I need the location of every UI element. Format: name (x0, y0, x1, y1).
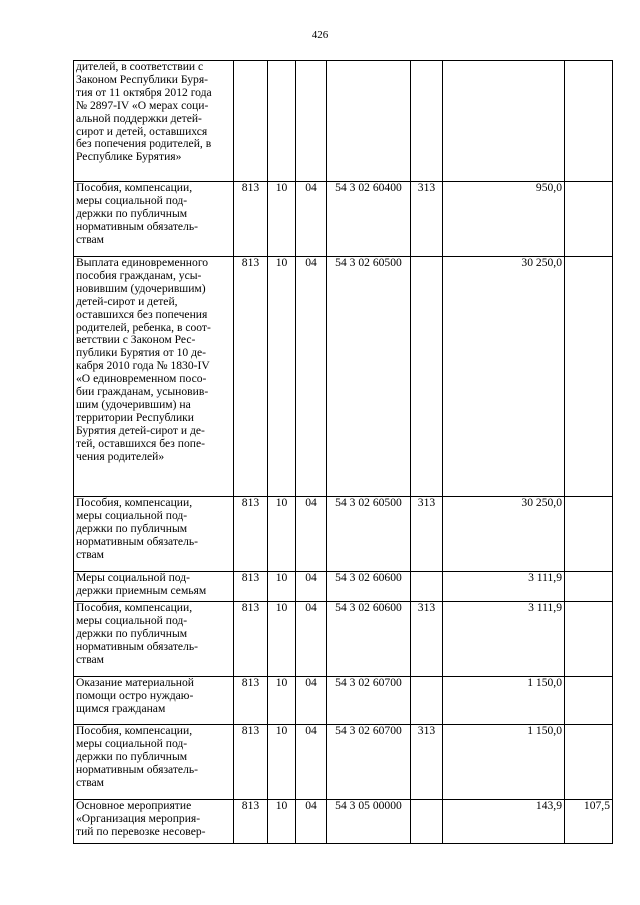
section-cell: 10 (268, 497, 296, 572)
expense-type-cell (411, 257, 443, 497)
ministry-cell: 813 (234, 800, 268, 844)
subsection-cell: 04 (296, 677, 327, 725)
target-code-cell: 54 3 02 60400 (327, 182, 411, 257)
ministry-cell: 813 (234, 182, 268, 257)
name-line: держки по публичным (76, 626, 188, 640)
name-line: Оказание материальной (76, 676, 194, 689)
section-cell: 10 (268, 800, 296, 844)
name-line: нормативным обязатель- (76, 639, 199, 653)
name-line: нормативным обязатель- (76, 534, 199, 548)
subsection-cell: 04 (296, 257, 327, 497)
ministry-cell (234, 61, 268, 182)
name-line: держки приемным семьям (76, 583, 207, 597)
row-name-cell (74, 572, 234, 602)
target-code-cell: 54 3 05 00000 (327, 800, 411, 844)
expense-type-cell (411, 61, 443, 182)
subsection-cell (296, 61, 327, 182)
name-line: «О единовременном посо- (76, 372, 207, 386)
name-line: пособия гражданам, усы- (76, 268, 202, 282)
name-line: шим (удочерившим) на (76, 397, 191, 411)
name-line: тий по перевозке несовер- (76, 824, 206, 838)
name-line: сирот и детей, оставшихся (76, 124, 208, 138)
table-row (74, 61, 613, 182)
name-line: меры социальной под- (76, 736, 188, 750)
name-line: дителей, в соответствии с (76, 60, 204, 73)
row-name-cell (74, 497, 234, 572)
name-line: тия от 11 октября 2012 года (76, 85, 212, 99)
name-line: оставшихся без попечения (76, 307, 208, 321)
amount2-cell (565, 257, 613, 497)
name-line: ствам (76, 547, 105, 561)
target-code-cell: 54 3 02 60700 (327, 677, 411, 725)
row-name-cell (74, 677, 234, 725)
name-line: меры социальной под- (76, 193, 188, 207)
name-line: № 2897-IV «О мерах соци- (76, 98, 209, 112)
name-line: Законом Республики Буря- (76, 72, 209, 86)
subsection-cell: 04 (296, 725, 327, 800)
amount2-cell (565, 182, 613, 257)
ministry-cell: 813 (234, 677, 268, 725)
name-line: чения родителей» (76, 449, 165, 463)
name-line: Пособия, компенсации, (76, 496, 193, 509)
section-cell: 10 (268, 257, 296, 497)
row-name-cell (74, 257, 234, 497)
name-line: Меры социальной под- (76, 571, 190, 584)
subsection-cell: 04 (296, 182, 327, 257)
table-row (74, 182, 613, 257)
section-cell (268, 61, 296, 182)
ministry-cell: 813 (234, 572, 268, 602)
amount-cell: 30 250,0 (443, 497, 565, 572)
name-line: Пособия, компенсации, (76, 601, 193, 614)
amount-cell: 30 250,0 (443, 257, 565, 497)
amount-cell: 143,9 (443, 800, 565, 844)
amount-cell: 3 111,9 (443, 602, 565, 677)
row-name-cell (74, 182, 234, 257)
name-line: ствам (76, 232, 105, 246)
amount-cell: 1 150,0 (443, 725, 565, 800)
name-line: щимся гражданам (76, 701, 166, 715)
ministry-cell: 813 (234, 725, 268, 800)
name-line: публики Бурятия от 10 де- (76, 346, 206, 360)
amount2-cell (565, 602, 613, 677)
name-line: без попечения родителей, в (76, 137, 212, 151)
name-line: помощи остро нуждаю- (76, 688, 194, 702)
section-cell: 10 (268, 572, 296, 602)
name-line: меры социальной под- (76, 508, 188, 522)
amount2-cell (565, 497, 613, 572)
amount-cell: 3 111,9 (443, 572, 565, 602)
name-line: «Организация мероприя- (76, 811, 201, 825)
expense-type-cell: 313 (411, 182, 443, 257)
target-code-cell: 54 3 02 60600 (327, 602, 411, 677)
section-cell: 10 (268, 602, 296, 677)
ministry-cell: 813 (234, 602, 268, 677)
table-row (74, 602, 613, 677)
expense-type-cell: 313 (411, 497, 443, 572)
amount-cell: 1 150,0 (443, 677, 565, 725)
budget-table (73, 60, 613, 844)
amount2-cell (565, 572, 613, 602)
row-name-cell (74, 800, 234, 844)
ministry-cell: 813 (234, 497, 268, 572)
expense-type-cell: 313 (411, 725, 443, 800)
name-line: ствам (76, 652, 105, 666)
row-name-cell (74, 61, 234, 182)
table-row (74, 572, 613, 602)
name-line: ствам (76, 775, 105, 789)
page-number: 426 (311, 29, 329, 41)
target-code-cell (327, 61, 411, 182)
name-line: нормативным обязатель- (76, 762, 199, 776)
expense-type-cell (411, 572, 443, 602)
row-name-cell (74, 602, 234, 677)
name-line: родителей, ребенка, в соот- (76, 320, 211, 334)
name-line: Основное мероприятие (76, 799, 192, 812)
amount2-cell (565, 61, 613, 182)
table-row (74, 677, 613, 725)
table-row (74, 725, 613, 800)
table-row (74, 800, 613, 844)
target-code-cell: 54 3 02 60600 (327, 572, 411, 602)
name-line: Пособия, компенсации, (76, 724, 193, 737)
expense-type-cell: 313 (411, 602, 443, 677)
subsection-cell: 04 (296, 602, 327, 677)
target-code-cell: 54 3 02 60500 (327, 497, 411, 572)
target-code-cell: 54 3 02 60700 (327, 725, 411, 800)
name-line: держки по публичным (76, 206, 188, 220)
name-line: территории Республики (76, 410, 194, 424)
subsection-cell: 04 (296, 800, 327, 844)
name-line: Республике Бурятия» (76, 150, 182, 164)
section-cell: 10 (268, 725, 296, 800)
name-line: кабря 2010 года № 1830-IV (76, 359, 210, 373)
table-row (74, 257, 613, 497)
name-line: тей, оставшихся без попе- (76, 436, 205, 450)
expense-type-cell (411, 800, 443, 844)
amount2-cell: 107,5 (565, 800, 613, 844)
amount2-cell (565, 725, 613, 800)
name-line: альной поддержки детей- (76, 111, 202, 125)
name-line: Бурятия детей-сирот и де- (76, 423, 205, 437)
name-line: Выплата единовременного (76, 256, 209, 269)
subsection-cell: 04 (296, 497, 327, 572)
section-cell: 10 (268, 677, 296, 725)
subsection-cell: 04 (296, 572, 327, 602)
table-row (74, 497, 613, 572)
target-code-cell: 54 3 02 60500 (327, 257, 411, 497)
name-line: Пособия, компенсации, (76, 181, 193, 194)
name-line: держки по публичным (76, 521, 188, 535)
amount-cell: 950,0 (443, 182, 565, 257)
expense-type-cell (411, 677, 443, 725)
name-line: бии гражданам, усыновив- (76, 385, 209, 399)
ministry-cell: 813 (234, 257, 268, 497)
amount2-cell (565, 677, 613, 725)
name-line: держки по публичным (76, 749, 188, 763)
name-line: детей-сирот и детей, (76, 294, 178, 308)
name-line: нормативным обязатель- (76, 219, 199, 233)
name-line: новившим (удочерившим) (76, 281, 206, 295)
name-line: ветствии с Законом Рес- (76, 333, 196, 347)
row-name-cell (74, 725, 234, 800)
amount-cell (443, 61, 565, 182)
section-cell: 10 (268, 182, 296, 257)
name-line: меры социальной под- (76, 613, 188, 627)
